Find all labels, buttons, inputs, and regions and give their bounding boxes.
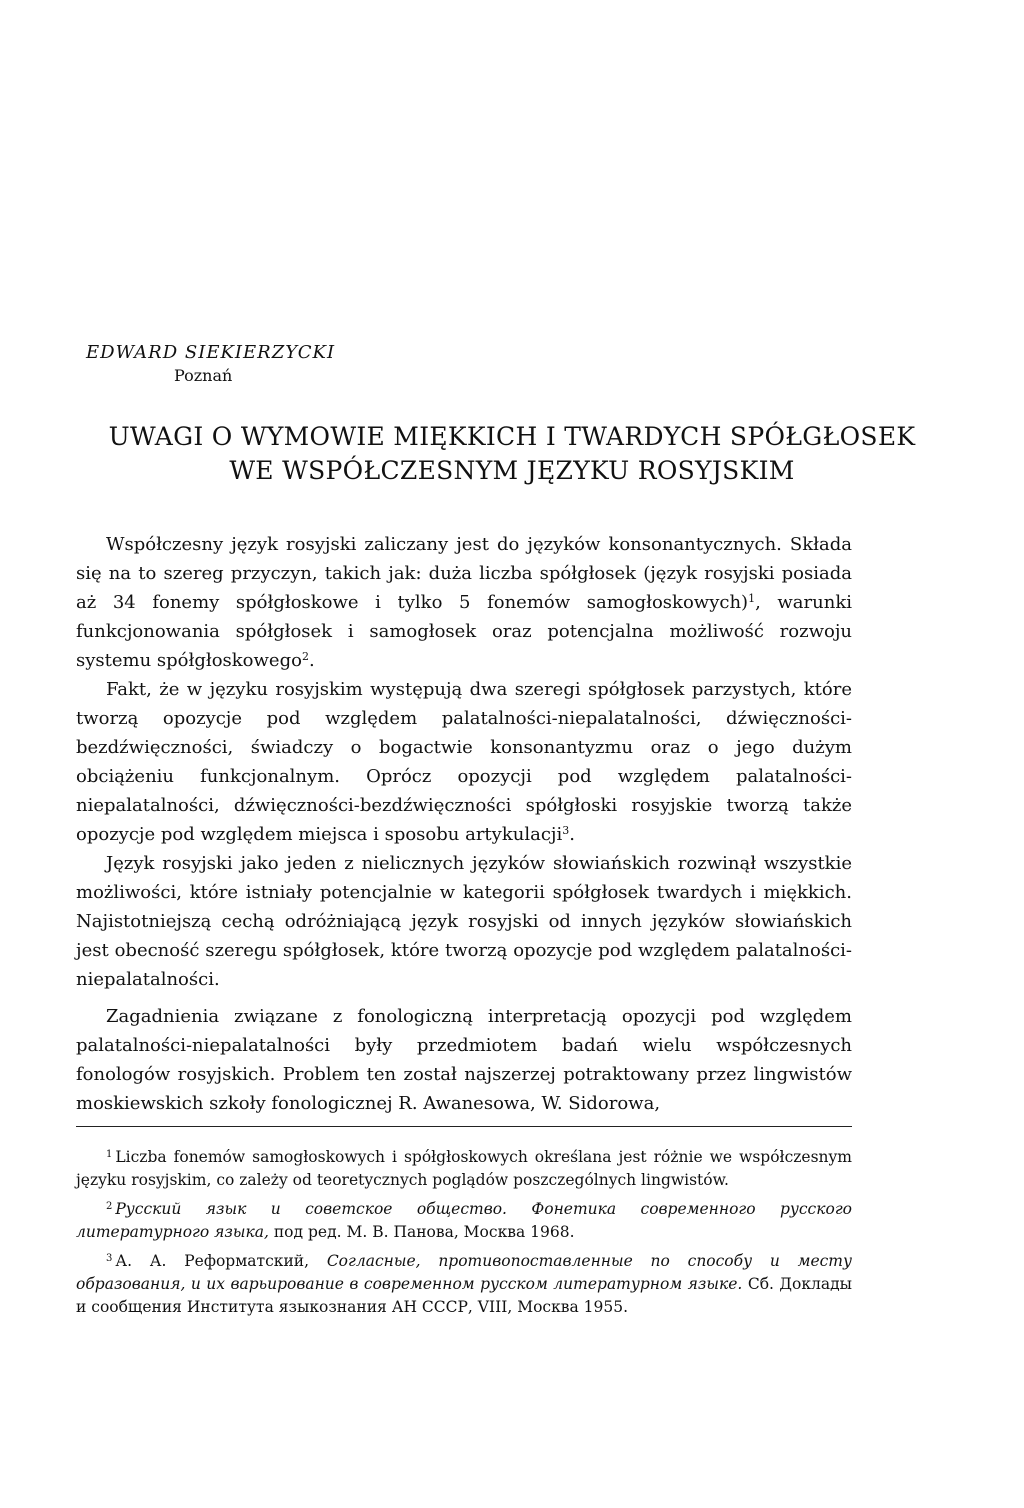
footnote-ref-1[interactable]: 1 <box>748 592 756 605</box>
footnote-1 <box>76 1146 852 1192</box>
paragraph-1 <box>76 530 852 675</box>
footnote-3-number: 3 <box>106 1253 113 1264</box>
author-name: EDWARD SIEKIERZYCKI <box>86 342 336 363</box>
title-line-2: WE WSPÓŁCZESNYM JĘZYKU ROSYJSKIM <box>229 456 795 485</box>
footnote-3 <box>76 1250 852 1319</box>
footnote-3-title: Согласные, противопоставленные по способу и месту образования, и их варьирование в современном русском литературном языке. <box>76 1252 852 1293</box>
paragraph-2-text-a: Fakt, że w języku rosyjskim występują dwa szeregi spółgłosek parzystych, które tworzą opozycje pod względem palatalności-niepalatalności, dźwięczności-bezdźwięczności, świadczy o bogactwie konsonantyzmu oraz o jego dużym obciążeniu funkcjonalnym. Oprócz opozycji pod względem palatalności-niepalatalności, dźwięczności-bezdźwięczności spółgłoski rosyjskie tworzą także opozycje pod względem miejsca i sposobu artykulacji <box>76 679 852 845</box>
paragraph-1-text-b: , warunki funkcjonowania spółgłosek i samogłosek oraz potencjalna możliwość rozwoju systemu spółgłoskowego <box>76 592 852 671</box>
paragraph-2-text-b: . <box>569 824 575 845</box>
footnote-3-text: Сб. Доклады и сообщения Института языкознания АН СССР, VIII, Москва 1955. <box>76 1275 852 1316</box>
footnote-1-number: 1 <box>106 1149 113 1160</box>
footnote-ref-3[interactable]: 3 <box>562 824 570 837</box>
footnote-ref-2[interactable]: 2 <box>301 650 309 663</box>
paragraph-4: Zagadnienia związane z fonologiczną interpretacją opozycji pod względem palatalności-niepalatalności były przedmiotem badań wielu współczesnych fonologów rosyjskich. Problem ten został najszerzej potraktowany przez lingwistów moskiewskich szkoły fonologicznej R. Awanesowa, W. Sidorowa, <box>76 1006 852 1114</box>
paragraph-1-text-a: Współczesny język rosyjski zaliczany jest do języków konsonantycznych. Składa się na to szereg przyczyn, takich jak: duża liczba spółgłosek (język rosyjski posiada aż 34 fonemy spółgłoskowe i tylko 5 fonemów samogłoskowych) <box>76 534 852 613</box>
footnote-1-text: Liczba fonemów samogłoskowych i spółgłoskowych określana jest różnie we współczesnym języku rosyjskim, co zależy od teoretycznych poglądów poszczególnych lingwistów. <box>76 1148 852 1189</box>
paragraph-3: Język rosyjski jako jeden z nielicznych języków słowiańskich rozwinął wszystkie możliwości, które istniały potencjalnie w kategorii spółgłosek twardych i miękkich. Najistotniejszą cechą odróżniającą język rosyjski od innych języków słowiańskich jest obecność szeregu spółgłosek, które tworzą opozycje pod względem palatalności-niepalatalności. <box>76 853 852 990</box>
footnote-3-author: А. А. Реформатский, <box>115 1252 310 1270</box>
footnote-2-text: под ред. М. В. Панова, Москва 1968. <box>273 1223 575 1241</box>
article-title <box>40 420 984 488</box>
title-line-1: UWAGI O WYMOWIE MIĘKKICH I TWARDYCH SPÓŁGŁOSEK <box>108 422 916 451</box>
footnotes <box>76 1146 852 1325</box>
paragraph-2 <box>76 675 852 849</box>
paragraph-1-text-c: . <box>308 650 315 671</box>
footnote-divider <box>76 1126 852 1127</box>
author-affiliation: Poznań <box>174 366 233 385</box>
footnote-2-title: Русский язык и советское общество. Фонетика современного русского литературного языка, <box>76 1200 852 1241</box>
footnote-2 <box>76 1198 852 1244</box>
footnote-2-number: 2 <box>106 1201 113 1212</box>
article-body <box>76 530 852 1118</box>
